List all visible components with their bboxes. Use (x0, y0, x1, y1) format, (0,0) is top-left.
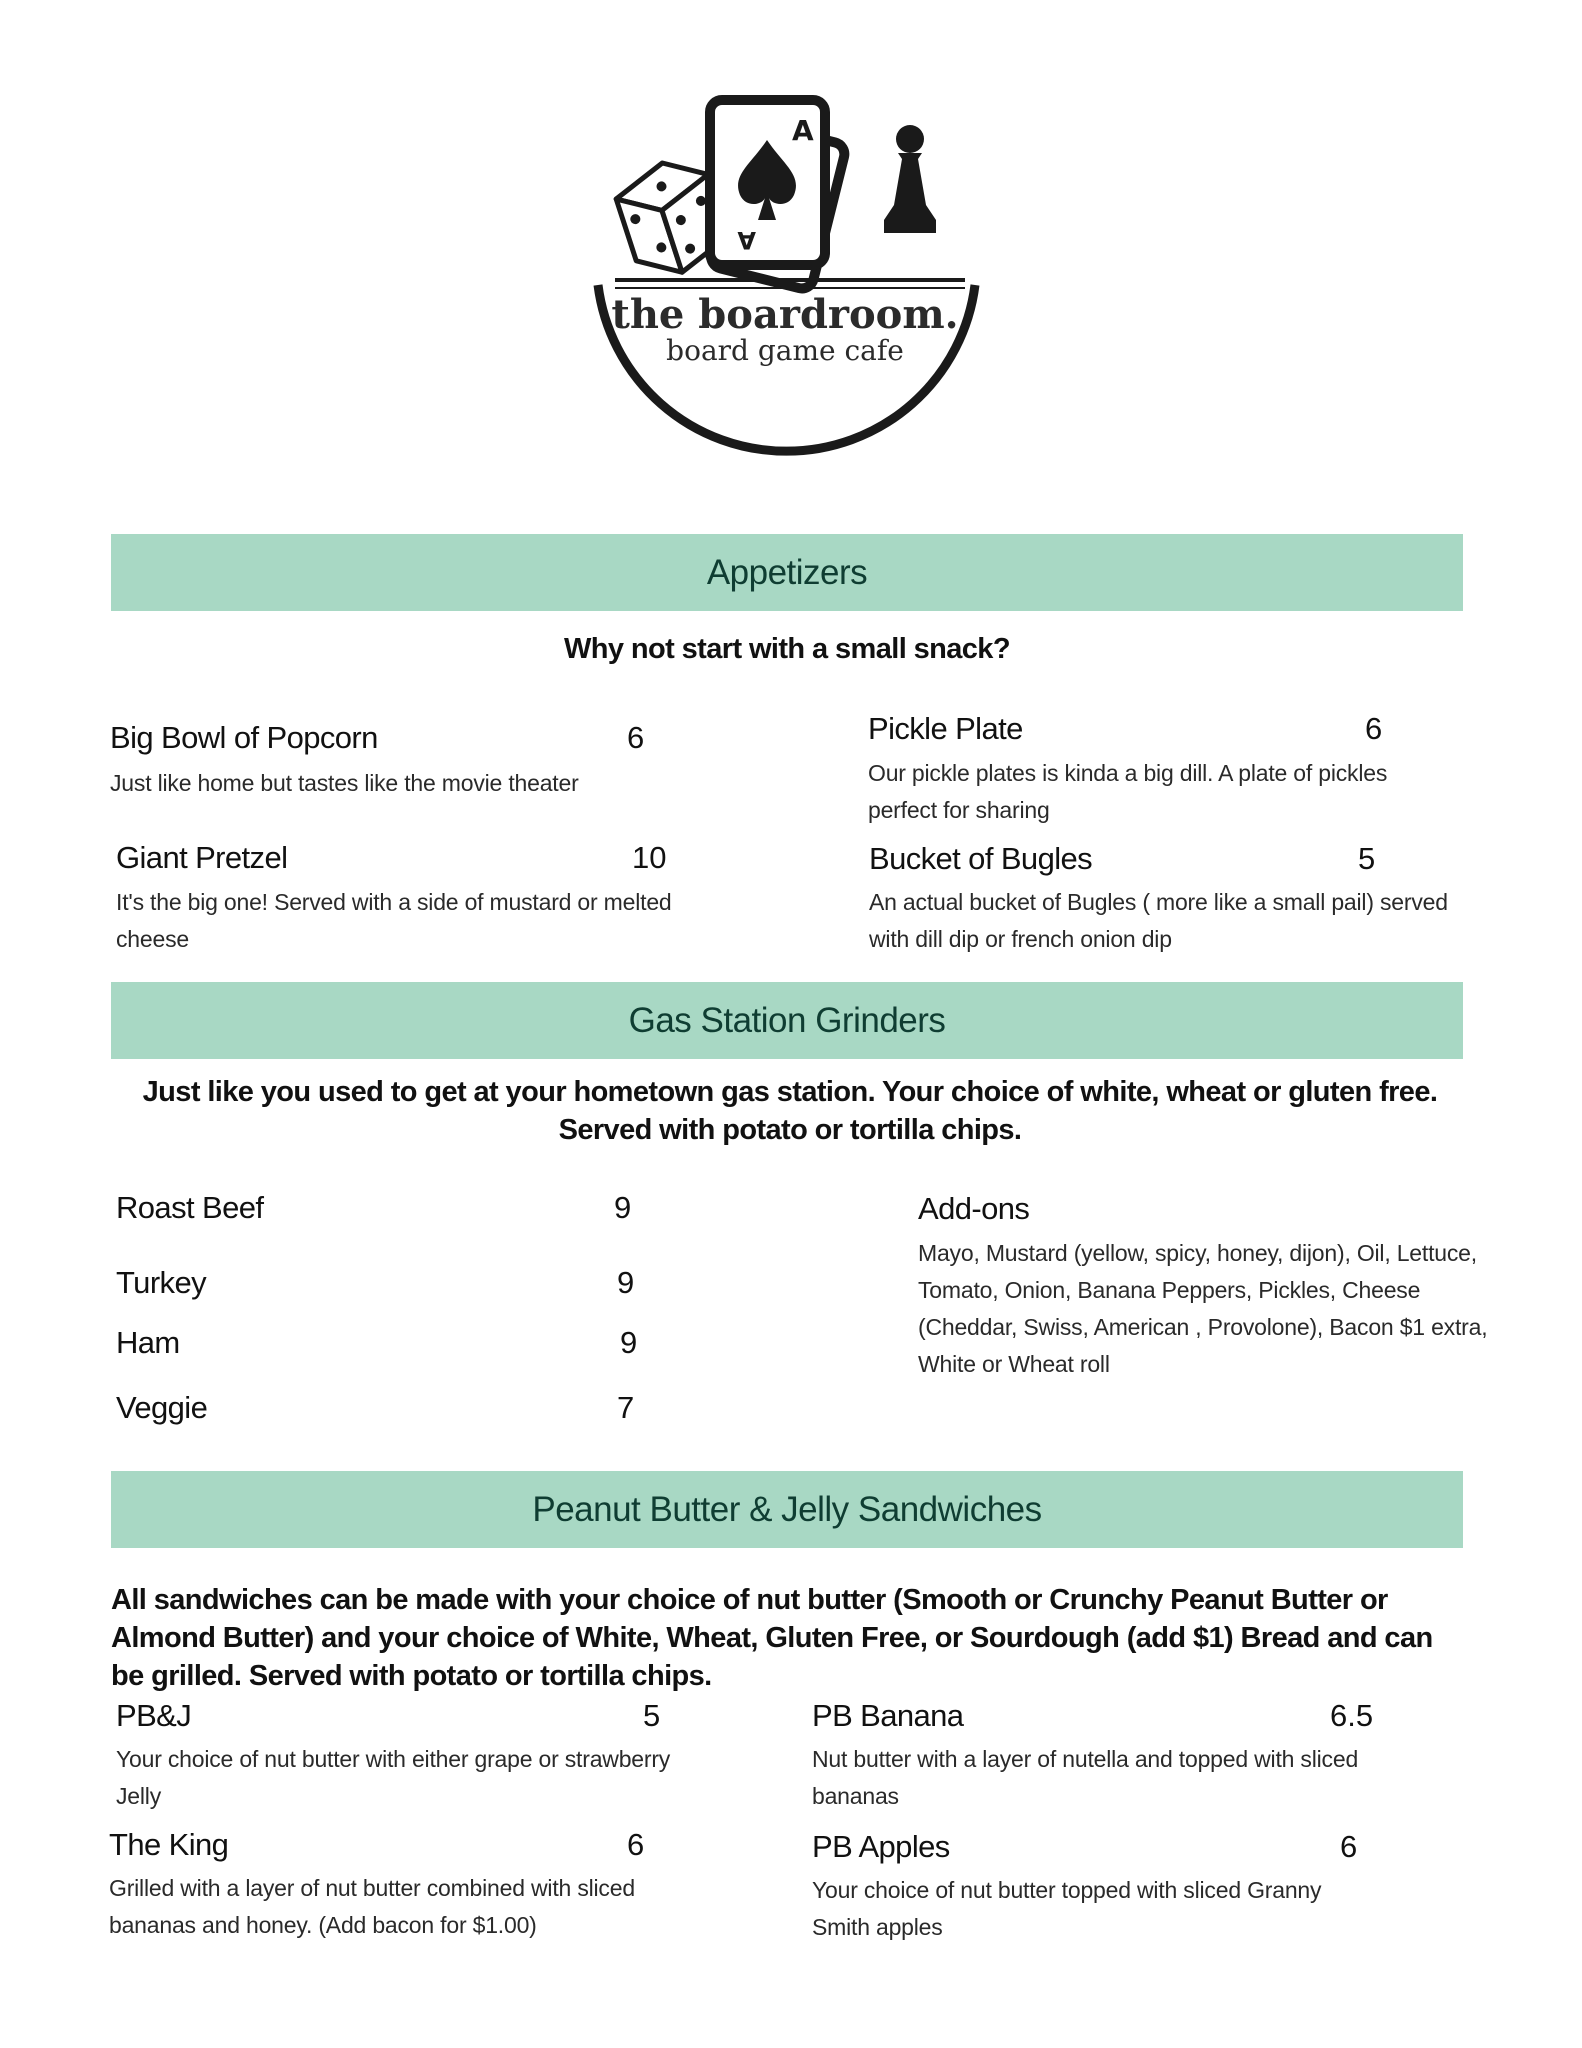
menu-item-name: Veggie (116, 1390, 208, 1425)
menu-item-name: Roast Beef (116, 1190, 264, 1225)
menu-item-name: Pickle Plate (868, 711, 1023, 746)
pawn-icon (884, 125, 936, 233)
svg-text:A: A (792, 114, 814, 147)
menu-item-price: 6 (627, 1827, 645, 1862)
appetizers-header (111, 534, 1463, 611)
menu-item-desc: An actual bucket of Bugles ( more like a small pail) served with dill dip or french onion dip (869, 889, 1448, 952)
logo-name: the boardroom. (611, 291, 959, 338)
menu-item-price: 9 (620, 1325, 638, 1360)
menu-item-desc: Just like home but tastes like the movie theater (110, 770, 579, 796)
svg-text:A: A (737, 226, 756, 254)
addons-desc: Mayo, Mustard (yellow, spicy, honey, dijon), Oil, Lettuce, Tomato, Onion, Banana Peppers, Pickles, Cheese (Cheddar, Swiss, American , Provolone), Bacon $1 extra, White or Wheat roll (918, 1240, 1488, 1377)
menu-item-name: The King (109, 1827, 229, 1862)
menu-item-price: 7 (617, 1390, 635, 1425)
menu-item-name: PB&J (116, 1698, 192, 1733)
menu-item-name: Ham (116, 1325, 180, 1360)
menu-item-desc: Your choice of nut butter topped with sliced Granny Smith apples (812, 1877, 1322, 1940)
menu-item-name: PB Banana (812, 1698, 964, 1733)
menu-item-price: 10 (632, 840, 667, 875)
menu-item-price: 6 (1340, 1829, 1358, 1864)
menu-item-name: Turkey (116, 1265, 206, 1300)
menu-item-desc: Nut butter with a layer of nutella and topped with sliced bananas (812, 1746, 1359, 1809)
logo-tagline: board game cafe (666, 334, 904, 367)
pbj-header (111, 1471, 1463, 1548)
menu-item-desc: Grilled with a layer of nut butter combined with sliced bananas and honey. (Add bacon for $1.00) (109, 1875, 635, 1938)
menu-item-name: PB Apples (812, 1829, 950, 1864)
menu-item-name: Giant Pretzel (116, 840, 288, 875)
menu-item-desc: Our pickle plates is kinda a big dill. A plate of pickles perfect for sharing (868, 760, 1388, 823)
pbj-title: Peanut Butter & Jelly Sandwiches (532, 1489, 1042, 1529)
menu-item-desc: It's the big one! Served with a side of mustard or melted cheese (116, 889, 672, 952)
menu-item-price: 6 (627, 720, 645, 755)
menu-item-price: 6.5 (1330, 1698, 1374, 1733)
pbj-intro: All sandwiches can be made with your choice of nut butter (Smooth or Crunchy Peanut Butter or Almond Butter) and your choice of White, Wheat, Gluten Free, or Sourdough (add $1) Bread and can be grilled. Served with potato or tortilla chips. (111, 1584, 1433, 1692)
menu-item-price: 9 (617, 1265, 635, 1300)
appetizers-title: Appetizers (706, 552, 868, 592)
menu-item-price: 6 (1365, 711, 1383, 746)
menu-item-name: Big Bowl of Popcorn (110, 720, 378, 755)
boardroom-logo (570, 90, 1010, 480)
front-card-icon (710, 100, 825, 265)
appetizers-intro: Why not start with a small snack? (564, 633, 1010, 665)
addons-title: Add-ons (918, 1191, 1030, 1226)
grinders-intro: Just like you used to get at your hometown gas station. Your choice of white, wheat or gluten free. Served with potato or tortilla chips. (142, 1076, 1438, 1146)
menu-item-price: 5 (643, 1698, 661, 1733)
grinders-title: Gas Station Grinders (628, 1000, 946, 1040)
menu-item-price: 5 (1358, 841, 1376, 876)
grinders-header (111, 982, 1463, 1059)
menu-item-price: 9 (614, 1190, 632, 1225)
menu-item-name: Bucket of Bugles (869, 841, 1093, 876)
menu-item-desc: Your choice of nut butter with either grape or strawberry Jelly (116, 1746, 671, 1809)
